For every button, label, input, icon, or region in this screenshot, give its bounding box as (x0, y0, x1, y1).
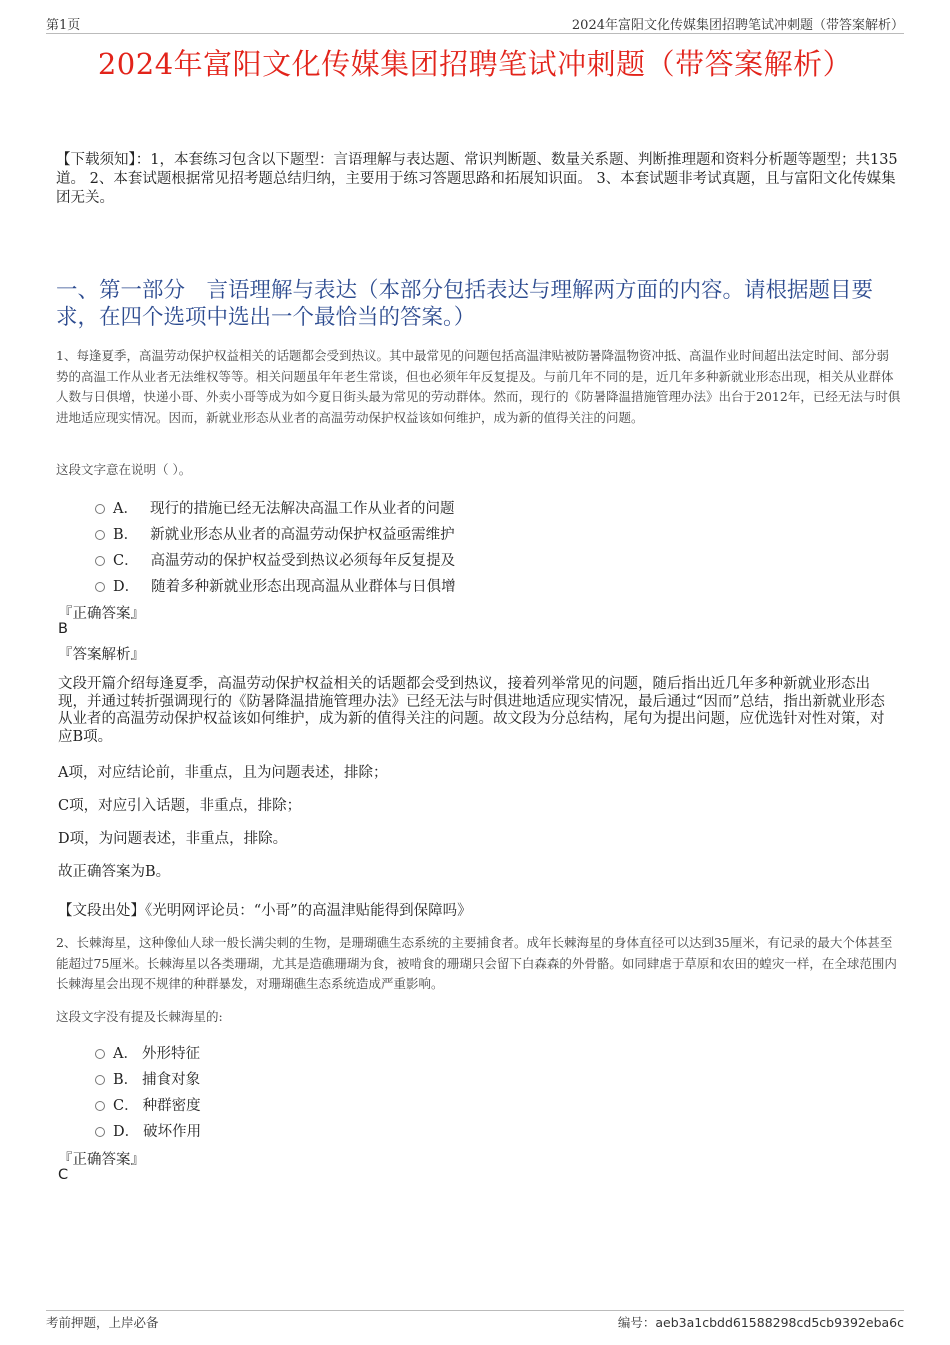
radio-icon[interactable] (95, 582, 105, 592)
radio-icon[interactable] (95, 556, 105, 566)
footer-code: 编号：aeb3a1cbdd61588298cd5cb9392eba6c (617, 1315, 904, 1330)
q1-option-d[interactable]: D． 随着多种新就业形态出现高温从业群体与日俱增 (95, 575, 456, 596)
radio-icon[interactable] (95, 504, 105, 514)
q1-option-a[interactable]: A． 现行的措施已经无法解决高温工作从业者的问题 (95, 497, 454, 518)
q2-option-d[interactable]: D． 破坏作用 (95, 1120, 201, 1141)
radio-icon[interactable] (95, 1101, 105, 1111)
q1-analysis-d: D项，为问题表述，非重点，排除。 (58, 831, 288, 847)
section-heading: 一、第一部分 言语理解与表达（本部分包括表达与理解两方面的内容。请根据题目要求，在四个选项中选出一个最恰当的答案。） (56, 278, 874, 330)
footer-slogan: 考前押题，上岸必备 (46, 1315, 159, 1330)
header-divider (46, 33, 904, 34)
q1-analysis-a: A项，对应结论前，非重点，且为问题表述，排除； (58, 765, 388, 781)
q1-option-b[interactable]: B． 新就业形态从业者的高温劳动保护权益亟需维护 (95, 523, 455, 544)
q2-option-b[interactable]: B． 捕食对象 (95, 1068, 200, 1089)
download-notice: 【下载须知】：1，本套练习包含以下题型：言语理解与表达题、常识判断题、数量关系题、判断推理题和资料分析题等题型；共135道。 2、本套试题根据常见招考题总结归纳，主要用于练习答题思路和拓展知识面。 3、本套试题非考试真题，且与富阳文化传媒集团无关。 (56, 152, 898, 206)
q1-analysis-label: 『答案解析』 (58, 647, 145, 663)
q2-answer-label: 『正确答案』 (58, 1152, 145, 1168)
header-doc-title: 2024年富阳文化传媒集团招聘笔试冲刺题（带答案解析） (571, 18, 904, 33)
radio-icon[interactable] (95, 1049, 105, 1059)
question-1-prompt: 这段文字意在说明（ ）。 (56, 462, 192, 477)
page-title: 2024年富阳文化传媒集团招聘笔试冲刺题（带答案解析） (97, 47, 853, 81)
q2-option-c[interactable]: C． 种群密度 (95, 1094, 201, 1115)
footer-divider (46, 1310, 904, 1311)
radio-icon[interactable] (95, 530, 105, 540)
radio-icon[interactable] (95, 1075, 105, 1085)
question-2-prompt: 这段文字没有提及长棘海星的: (56, 1009, 223, 1024)
q1-analysis-paragraph: 文段开篇介绍每逢夏季，高温劳动保护权益相关的话题都会受到热议，接着列举常见的问题，随后指出近几年多种新就业形态出现，并通过转折强调现行的《防暑降温措施管理办法》已经无法与时俱进地适应现实情况，最后通过“因而”总结，指出新就业形态从业者的高温劳动保护权益该如何维护，成为新的值得关注的问题。故文段为分总结构，尾句为提出问题，应优选针对性对策，对应B项。 (58, 676, 885, 745)
q1-source: 【文段出处】《光明网评论员：“小哥”的高温津贴能得到保障吗》 (58, 903, 472, 919)
q2-answer: C (58, 1167, 69, 1183)
q2-option-a[interactable]: A． 外形特征 (95, 1042, 200, 1063)
question-1-text: 1、每逢夏季，高温劳动保护权益相关的话题都会受到热议。其中最常见的问题包括高温津贴被防暑降温物资冲抵、高温作业时间超出法定时间、部分弱势的高温工作从业者无法维权等等。相关问题虽年年老生常谈，但也必须年年反复提及。与前几年不同的是，近几年多种新就业形态出现，相关从业群体人数与日俱增，快递小哥、外卖小哥等成为如今夏日街头最为常见的劳动群体。然而，现行的《防暑降温措施管理办法》出台于2012年，已经无法与时俱进地适应现实情况。因而，新就业形态从业者的高温劳动保护权益该如何维护，成为新的值得关注的问题。 (56, 348, 901, 425)
q1-answer: B (58, 621, 68, 637)
radio-icon[interactable] (95, 1127, 105, 1137)
q1-answer-label: 『正确答案』 (58, 606, 145, 622)
question-2-text: 2、长棘海星，这种像仙人球一般长满尖刺的生物，是珊瑚礁生态系统的主要捕食者。成年长棘海星的身体直径可以达到35厘米，有记录的最大个体甚至能超过75厘米。长棘海星以各类珊瑚，尤其是造礁珊瑚为食，被啃食的珊瑚只会留下白森森的外骨骼。如同肆虐于草原和农田的蝗灾一样，在全球范围内长棘海星会出现不规律的种群暴发，对珊瑚礁生态系统造成严重影响。 (56, 935, 897, 991)
q1-analysis-conclusion: 故正确答案为B。 (58, 864, 171, 880)
q1-option-c[interactable]: C． 高温劳动的保护权益受到热议必须每年反复提及 (95, 549, 455, 570)
header-page-number: 第1页 (46, 18, 81, 33)
q1-analysis-c: C项，对应引入话题，非重点，排除； (58, 798, 302, 814)
